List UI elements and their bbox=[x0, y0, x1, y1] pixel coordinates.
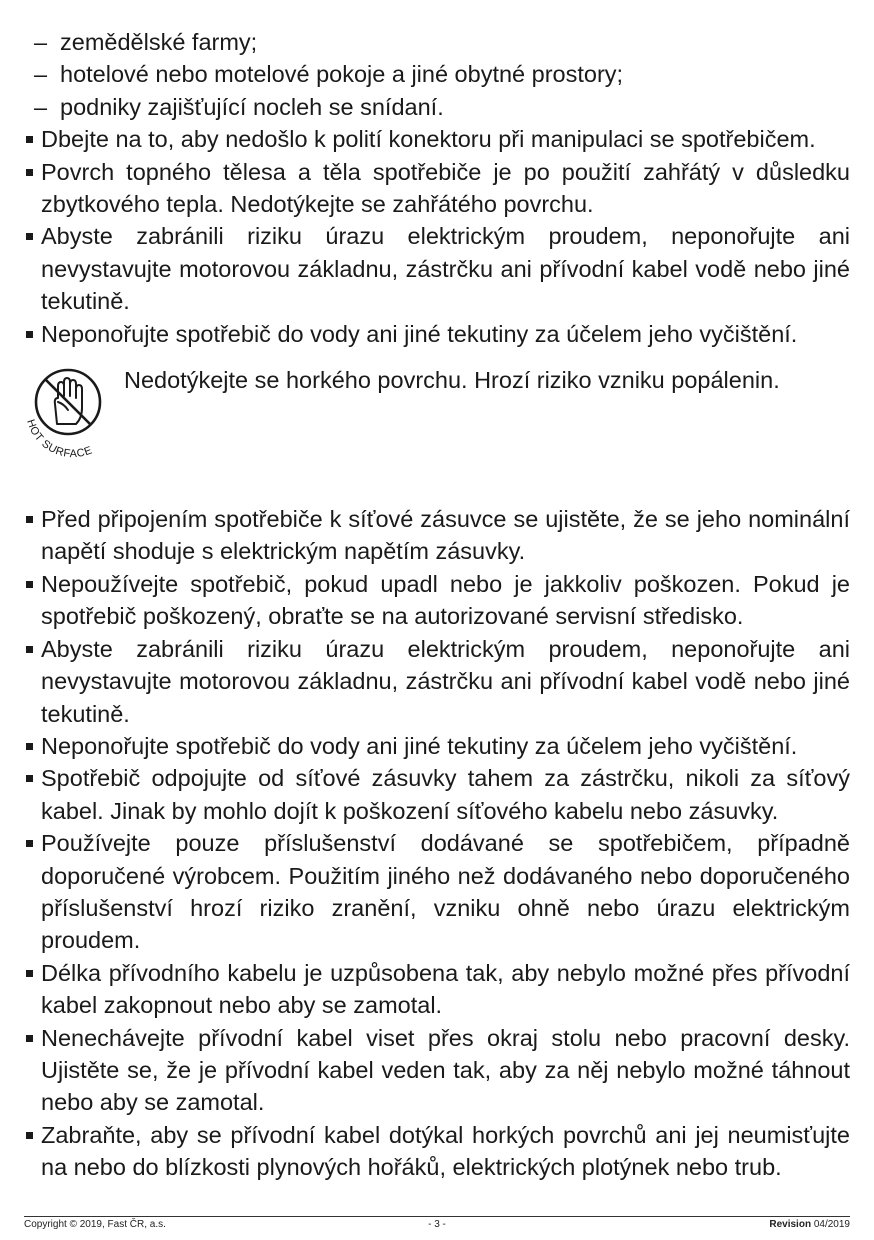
bullet-item-text: Používejte pouze příslušenství dodávané se spotřebičem, případně doporučené výrobcem. Použitím jiného než dodávaného nebo doporučeného příslušenství hrozí riziko zranění, vzniku ohně nebo úrazu elektrickým proudem. bbox=[41, 830, 850, 954]
page-footer bbox=[24, 1219, 850, 1235]
bullet-item bbox=[24, 568, 850, 633]
hot-surface-icon bbox=[24, 362, 128, 466]
square-bullet-icon bbox=[26, 233, 33, 240]
bullet-item bbox=[24, 156, 850, 221]
bullet-item bbox=[24, 633, 850, 730]
dash-item bbox=[24, 58, 850, 90]
square-bullet-icon bbox=[26, 136, 33, 143]
bullet-item bbox=[24, 957, 850, 1022]
hot-surface-text: Nedotýkejte se horkého povrchu. Hrozí riziko vzniku popálenin. bbox=[124, 367, 780, 394]
square-bullet-icon bbox=[26, 1035, 33, 1042]
hot-surface-warning bbox=[24, 356, 850, 503]
footer-page-number: - 3 - bbox=[428, 1219, 446, 1230]
dash-item bbox=[24, 26, 850, 58]
bullet-item bbox=[24, 220, 850, 317]
bullet-item-text: Neponořujte spotřebič do vody ani jiné tekutiny za účelem jeho vyčištění. bbox=[41, 732, 798, 759]
safety-instructions bbox=[24, 26, 850, 1184]
bullet-item bbox=[24, 318, 850, 350]
hot-surface-icon-label: HOT SURFACE bbox=[24, 418, 95, 461]
bullet-item-text: Neponořujte spotřebič do vody ani jiné tekutiny za účelem jeho vyčištění. bbox=[41, 320, 798, 347]
bullet-list-top bbox=[24, 123, 850, 350]
square-bullet-icon bbox=[26, 516, 33, 523]
square-bullet-icon bbox=[26, 775, 33, 782]
footer-copyright: Copyright © 2019, Fast ČR, a.s. bbox=[24, 1219, 166, 1230]
bullet-item-text: Před připojením spotřebiče k síťové zásuvce se ujistěte, že se jeho nominální napětí shoduje s elektrickým napětím zásuvky. bbox=[41, 506, 850, 565]
dash-item-text: podniky zajišťující nocleh se snídaní. bbox=[60, 93, 444, 120]
bullet-item bbox=[24, 827, 850, 957]
square-bullet-icon bbox=[26, 646, 33, 653]
square-bullet-icon bbox=[26, 581, 33, 588]
bullet-list-bottom bbox=[24, 503, 850, 1184]
square-bullet-icon bbox=[26, 169, 33, 176]
bullet-item-text: Nepoužívejte spotřebič, pokud upadl nebo je jakkoliv poškozen. Pokud je spotřebič poškozený, obraťte se na autorizované servisní středisko. bbox=[41, 570, 850, 630]
bullet-item-text: Abyste zabránili riziku úrazu elektrickým proudem, neponořujte ani nevystavujte motorovou základnu, zástrčku ani přívodní kabel vodě nebo jiné tekutině. bbox=[41, 223, 850, 315]
bullet-item-text: Dbejte na to, aby nedošlo k polití konektoru při manipulaci se spotřebičem. bbox=[41, 126, 816, 153]
bullet-item-text: Abyste zabránili riziku úrazu elektrickým proudem, neponořujte ani nevystavujte motorovou základnu, zástrčku ani přívodní kabel vodě nebo jiné tekutině. bbox=[41, 635, 850, 727]
footer-divider bbox=[24, 1216, 850, 1217]
bullet-item-text: Povrch topného tělesa a těla spotřebiče je po použití zahřátý v důsledku zbytkového tepla. Nedotýkejte se zahřátého povrchu. bbox=[41, 158, 850, 218]
square-bullet-icon bbox=[26, 1132, 33, 1139]
bullet-item bbox=[24, 730, 850, 762]
bullet-item bbox=[24, 123, 850, 155]
square-bullet-icon bbox=[26, 840, 33, 847]
bullet-item bbox=[24, 762, 850, 827]
footer-revision-label: Revision bbox=[769, 1219, 812, 1230]
dash-list bbox=[24, 26, 850, 123]
dash-item-text: hotelové nebo motelové pokoje a jiné obytné prostory; bbox=[60, 61, 624, 88]
footer-revision-date: 04/2019 bbox=[813, 1219, 850, 1230]
dash-marker: – bbox=[34, 93, 48, 120]
square-bullet-icon bbox=[26, 743, 33, 750]
bullet-item bbox=[24, 1119, 850, 1184]
footer-revision bbox=[769, 1219, 850, 1230]
bullet-item-text: Nenechávejte přívodní kabel viset přes okraj stolu nebo pracovní desky. Ujistěte se, že je přívodní kabel veden tak, aby za něj nebylo možné táhnout nebo aby se zamotal. bbox=[41, 1024, 850, 1116]
dash-marker: – bbox=[34, 61, 48, 88]
bullet-item bbox=[24, 1022, 850, 1119]
bullet-item-text: Spotřebič odpojujte od síťové zásuvky tahem za zástrčku, nikoli za síťový kabel. Jinak by mohlo dojít k poškození síťového kabelu nebo zásuvky. bbox=[41, 765, 850, 824]
dash-item-text: zemědělské farmy; bbox=[60, 29, 258, 55]
square-bullet-icon bbox=[26, 331, 33, 338]
dash-marker: – bbox=[34, 29, 48, 55]
dash-item bbox=[24, 91, 850, 123]
square-bullet-icon bbox=[26, 970, 33, 977]
bullet-item-text: Délka přívodního kabelu je uzpůsobena tak, aby nebylo možné přes přívodní kabel zakopnout nebo aby se zamotal. bbox=[41, 959, 850, 1019]
bullet-item-text: Zabraňte, aby se přívodní kabel dotýkal horkých povrchů ani jej neumisťujte na nebo do blízkosti plynových hořáků, elektrických plotýnek nebo trub. bbox=[41, 1121, 850, 1181]
bullet-item bbox=[24, 503, 850, 568]
